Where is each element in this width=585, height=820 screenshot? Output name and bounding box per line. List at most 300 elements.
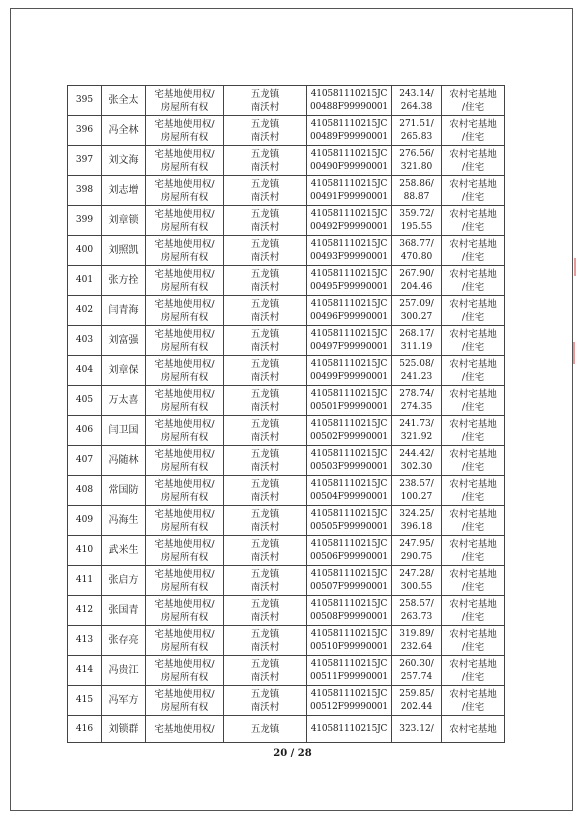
cell-loc-line: 南沃村 xyxy=(250,701,280,713)
cell-cert-line: 410581110215JC xyxy=(310,658,388,669)
cell-cert-line: 410581110215JC xyxy=(310,568,388,579)
cell-area-line: 268.17/ xyxy=(399,328,434,339)
cell-cert xyxy=(307,686,392,716)
scan-mark xyxy=(573,342,575,364)
cell-area-line: 204.46 xyxy=(400,281,433,292)
cell-no: 400 xyxy=(68,236,102,266)
cell-area xyxy=(392,536,442,566)
cell-use-line: 农村宅基地 xyxy=(449,478,497,490)
cell-cert-line: 410581110215JC xyxy=(310,448,388,459)
cell-name: 张方拴 xyxy=(102,266,146,296)
cell-name: 冯军方 xyxy=(102,686,146,716)
cell-right-line: 宅基地使用权/ xyxy=(154,723,215,735)
cell-loc xyxy=(224,326,307,356)
cell-name: 张全太 xyxy=(102,86,146,116)
cell-right-line: 房屋所有权 xyxy=(160,401,209,413)
cell-no: 408 xyxy=(68,476,102,506)
cell-right xyxy=(146,116,224,146)
cell-use-line: /住宅 xyxy=(461,521,485,533)
cell-use xyxy=(442,326,505,356)
cell-loc-line: 五龙镇 xyxy=(250,658,280,670)
cell-area-line: 243.14/ xyxy=(399,88,434,99)
cell-cert xyxy=(307,296,392,326)
records-table xyxy=(67,85,505,743)
cell-use-line: 农村宅基地 xyxy=(449,688,497,700)
cell-loc-line: 南沃村 xyxy=(250,311,280,323)
cell-area xyxy=(392,236,442,266)
cell-area-line: 244.42/ xyxy=(399,448,434,459)
cell-right-line: 宅基地使用权/ xyxy=(154,568,215,580)
cell-cert-line: 410581110215JC xyxy=(310,628,388,639)
cell-name: 张国青 xyxy=(102,596,146,626)
cell-area-line: 260.30/ xyxy=(399,658,434,669)
cell-cert-line: 00506F99990001 xyxy=(310,551,388,562)
cell-right-line: 房屋所有权 xyxy=(160,251,209,263)
cell-area-line: 525.08/ xyxy=(399,358,434,369)
cell-area xyxy=(392,266,442,296)
cell-right-line: 宅基地使用权/ xyxy=(154,298,215,310)
cell-loc xyxy=(224,476,307,506)
cell-cert-line: 00508F99990001 xyxy=(310,611,388,622)
cell-cert-line: 00491F99990001 xyxy=(310,191,388,202)
cell-right-line: 房屋所有权 xyxy=(160,611,209,623)
cell-use-line: /住宅 xyxy=(461,671,485,683)
cell-no: 412 xyxy=(68,596,102,626)
cell-loc xyxy=(224,386,307,416)
cell-loc-line: 南沃村 xyxy=(250,431,280,443)
table-row xyxy=(68,626,505,656)
cell-loc xyxy=(224,176,307,206)
cell-right-line: 房屋所有权 xyxy=(160,191,209,203)
cell-cert xyxy=(307,446,392,476)
cell-loc-line: 五龙镇 xyxy=(250,478,280,490)
table-row xyxy=(68,176,505,206)
cell-loc-line: 南沃村 xyxy=(250,281,280,293)
table-row xyxy=(68,296,505,326)
cell-loc xyxy=(224,626,307,656)
cell-no: 409 xyxy=(68,506,102,536)
cell-right xyxy=(146,326,224,356)
cell-use xyxy=(442,416,505,446)
cell-use-line: 农村宅基地 xyxy=(449,328,497,340)
cell-cert xyxy=(307,626,392,656)
cell-area-line: 470.80 xyxy=(400,251,433,262)
table-row xyxy=(68,566,505,596)
cell-loc-line: 五龙镇 xyxy=(250,118,280,130)
cell-right xyxy=(146,476,224,506)
table-row xyxy=(68,506,505,536)
cell-area-line: 88.87 xyxy=(403,191,430,202)
cell-no: 414 xyxy=(68,656,102,686)
cell-area-line: 311.19 xyxy=(400,341,433,352)
table-row xyxy=(68,536,505,566)
cell-cert xyxy=(307,506,392,536)
cell-right xyxy=(146,176,224,206)
cell-use-line: 农村宅基地 xyxy=(449,723,497,735)
cell-name: 刘章锁 xyxy=(102,206,146,236)
cell-cert xyxy=(307,86,392,116)
table-row xyxy=(68,236,505,266)
cell-no: 405 xyxy=(68,386,102,416)
cell-cert xyxy=(307,116,392,146)
cell-name: 冯随林 xyxy=(102,446,146,476)
cell-loc-line: 五龙镇 xyxy=(250,208,280,220)
cell-use-line: 农村宅基地 xyxy=(449,538,497,550)
cell-loc-line: 南沃村 xyxy=(250,251,280,263)
cell-right-line: 宅基地使用权/ xyxy=(154,448,215,460)
cell-cert-line: 00496F99990001 xyxy=(310,311,388,322)
cell-no: 399 xyxy=(68,206,102,236)
cell-area xyxy=(392,596,442,626)
cell-name: 冯全林 xyxy=(102,116,146,146)
cell-use-line: /住宅 xyxy=(461,491,485,503)
cell-name: 刘照凯 xyxy=(102,236,146,266)
cell-right-line: 宅基地使用权/ xyxy=(154,148,215,160)
cell-area-line: 195.55 xyxy=(400,221,433,232)
cell-use xyxy=(442,236,505,266)
cell-no: 396 xyxy=(68,116,102,146)
cell-loc xyxy=(224,446,307,476)
cell-area xyxy=(392,476,442,506)
cell-area-line: 278.74/ xyxy=(399,388,434,399)
cell-name: 刘章保 xyxy=(102,356,146,386)
cell-name: 武米生 xyxy=(102,536,146,566)
cell-use xyxy=(442,536,505,566)
cell-cert xyxy=(307,146,392,176)
cell-area-line: 264.38 xyxy=(400,101,433,112)
cell-loc xyxy=(224,356,307,386)
cell-use-line: 农村宅基地 xyxy=(449,388,497,400)
cell-loc-line: 南沃村 xyxy=(250,491,280,503)
cell-cert-line: 00488F99990001 xyxy=(310,101,388,112)
cell-loc-line: 南沃村 xyxy=(250,341,280,353)
cell-area-line: 259.85/ xyxy=(399,688,434,699)
cell-loc-line: 南沃村 xyxy=(250,371,280,383)
table-row xyxy=(68,446,505,476)
cell-loc-line: 南沃村 xyxy=(250,101,280,113)
cell-right xyxy=(146,206,224,236)
cell-use-line: /住宅 xyxy=(461,341,485,353)
cell-use-line: /住宅 xyxy=(461,581,485,593)
cell-use-line: 农村宅基地 xyxy=(449,358,497,370)
cell-right xyxy=(146,86,224,116)
cell-loc-line: 五龙镇 xyxy=(250,418,280,430)
cell-area-line: 323.12/ xyxy=(399,723,434,734)
cell-area-line: 257.74 xyxy=(400,671,433,682)
cell-right-line: 房屋所有权 xyxy=(160,221,209,233)
cell-loc xyxy=(224,566,307,596)
cell-area-line: 241.23 xyxy=(400,371,433,382)
cell-right-line: 宅基地使用权/ xyxy=(154,598,215,610)
cell-right-line: 房屋所有权 xyxy=(160,161,209,173)
cell-cert-line: 00502F99990001 xyxy=(310,431,388,442)
cell-area-line: 368.77/ xyxy=(399,238,434,249)
cell-use-line: /住宅 xyxy=(461,641,485,653)
cell-use-line: 农村宅基地 xyxy=(449,298,497,310)
table-row xyxy=(68,326,505,356)
cell-use-line: 农村宅基地 xyxy=(449,598,497,610)
cell-no: 410 xyxy=(68,536,102,566)
cell-use-line: /住宅 xyxy=(461,131,485,143)
cell-loc-line: 五龙镇 xyxy=(250,538,280,550)
cell-loc-line: 南沃村 xyxy=(250,611,280,623)
cell-cert-line: 00510F99990001 xyxy=(310,641,388,652)
cell-right-line: 宅基地使用权/ xyxy=(154,358,215,370)
cell-area-line: 271.51/ xyxy=(399,118,434,129)
cell-area xyxy=(392,656,442,686)
cell-cert xyxy=(307,176,392,206)
cell-loc-line: 五龙镇 xyxy=(250,598,280,610)
table-row xyxy=(68,476,505,506)
cell-no: 411 xyxy=(68,566,102,596)
cell-loc-line: 五龙镇 xyxy=(250,388,280,400)
cell-use-line: 农村宅基地 xyxy=(449,208,497,220)
cell-right-line: 房屋所有权 xyxy=(160,101,209,113)
cell-right-line: 宅基地使用权/ xyxy=(154,508,215,520)
cell-area-line: 238.57/ xyxy=(399,478,434,489)
cell-right-line: 宅基地使用权/ xyxy=(154,628,215,640)
table-row xyxy=(68,386,505,416)
cell-loc xyxy=(224,716,307,743)
cell-use xyxy=(442,356,505,386)
cell-use-line: 农村宅基地 xyxy=(449,178,497,190)
cell-area xyxy=(392,386,442,416)
cell-cert xyxy=(307,536,392,566)
cell-cert xyxy=(307,476,392,506)
table-row xyxy=(68,266,505,296)
cell-area-line: 319.89/ xyxy=(399,628,434,639)
cell-area-line: 247.28/ xyxy=(399,568,434,579)
cell-right-line: 宅基地使用权/ xyxy=(154,268,215,280)
table-row xyxy=(68,116,505,146)
cell-cert xyxy=(307,596,392,626)
cell-use-line: /住宅 xyxy=(461,161,485,173)
cell-area-line: 300.27 xyxy=(400,311,433,322)
table-row xyxy=(68,686,505,716)
cell-right-line: 房屋所有权 xyxy=(160,281,209,293)
cell-loc xyxy=(224,296,307,326)
cell-right-line: 宅基地使用权/ xyxy=(154,688,215,700)
cell-right-line: 房屋所有权 xyxy=(160,131,209,143)
cell-use xyxy=(442,446,505,476)
cell-no: 404 xyxy=(68,356,102,386)
cell-cert xyxy=(307,716,392,743)
cell-use xyxy=(442,86,505,116)
cell-right-line: 房屋所有权 xyxy=(160,701,209,713)
cell-right-line: 房屋所有权 xyxy=(160,431,209,443)
cell-loc-line: 五龙镇 xyxy=(250,298,280,310)
cell-cert-line: 00505F99990001 xyxy=(310,521,388,532)
cell-cert-line: 00497F99990001 xyxy=(310,341,388,352)
cell-name: 刘富强 xyxy=(102,326,146,356)
cell-loc-line: 五龙镇 xyxy=(250,508,280,520)
cell-area xyxy=(392,716,442,743)
cell-area-line: 263.73 xyxy=(400,611,433,622)
cell-loc xyxy=(224,266,307,296)
cell-cert xyxy=(307,266,392,296)
cell-no: 407 xyxy=(68,446,102,476)
cell-cert-line: 00492F99990001 xyxy=(310,221,388,232)
cell-right xyxy=(146,446,224,476)
cell-cert-line: 410581110215JC xyxy=(310,388,388,399)
cell-area-line: 359.72/ xyxy=(399,208,434,219)
cell-area xyxy=(392,566,442,596)
page-number: 20 / 28 xyxy=(273,748,312,759)
cell-right xyxy=(146,626,224,656)
cell-cert xyxy=(307,236,392,266)
cell-right-line: 房屋所有权 xyxy=(160,371,209,383)
cell-area-line: 258.57/ xyxy=(399,598,434,609)
cell-area xyxy=(392,146,442,176)
cell-no: 398 xyxy=(68,176,102,206)
cell-loc-line: 南沃村 xyxy=(250,641,280,653)
cell-right-line: 宅基地使用权/ xyxy=(154,208,215,220)
cell-area xyxy=(392,86,442,116)
cell-loc xyxy=(224,146,307,176)
cell-cert-line: 410581110215JC xyxy=(310,298,388,309)
cell-loc xyxy=(224,596,307,626)
cell-cert xyxy=(307,326,392,356)
cell-right-line: 房屋所有权 xyxy=(160,491,209,503)
cell-cert-line: 00493F99990001 xyxy=(310,251,388,262)
cell-right-line: 宅基地使用权/ xyxy=(154,88,215,100)
cell-right-line: 宅基地使用权/ xyxy=(154,658,215,670)
cell-right-line: 房屋所有权 xyxy=(160,341,209,353)
cell-name: 闫卫国 xyxy=(102,416,146,446)
cell-right-line: 房屋所有权 xyxy=(160,461,209,473)
cell-use-line: 农村宅基地 xyxy=(449,658,497,670)
cell-loc xyxy=(224,686,307,716)
cell-loc-line: 五龙镇 xyxy=(250,723,280,735)
cell-right xyxy=(146,686,224,716)
cell-area-line: 290.75 xyxy=(400,551,433,562)
cell-name: 刘文海 xyxy=(102,146,146,176)
cell-area xyxy=(392,506,442,536)
cell-use-line: 农村宅基地 xyxy=(449,568,497,580)
cell-right xyxy=(146,266,224,296)
cell-use-line: /住宅 xyxy=(461,281,485,293)
cell-use-line: /住宅 xyxy=(461,611,485,623)
cell-area xyxy=(392,416,442,446)
cell-loc xyxy=(224,536,307,566)
cell-area-line: 232.64 xyxy=(400,641,433,652)
cell-area xyxy=(392,626,442,656)
cell-cert-line: 410581110215JC xyxy=(310,88,388,99)
cell-loc-line: 南沃村 xyxy=(250,191,280,203)
cell-area-line: 265.83 xyxy=(400,131,433,142)
cell-loc-line: 五龙镇 xyxy=(250,628,280,640)
cell-loc-line: 南沃村 xyxy=(250,131,280,143)
cell-right-line: 房屋所有权 xyxy=(160,671,209,683)
cell-name: 张存亮 xyxy=(102,626,146,656)
cell-right xyxy=(146,386,224,416)
cell-use xyxy=(442,206,505,236)
cell-right-line: 房屋所有权 xyxy=(160,581,209,593)
cell-loc xyxy=(224,416,307,446)
cell-use-line: /住宅 xyxy=(461,461,485,473)
cell-cert-line: 410581110215JC xyxy=(310,118,388,129)
cell-loc-line: 五龙镇 xyxy=(250,568,280,580)
cell-loc-line: 南沃村 xyxy=(250,521,280,533)
cell-cert-line: 00495F99990001 xyxy=(310,281,388,292)
cell-right-line: 宅基地使用权/ xyxy=(154,388,215,400)
cell-use-line: 农村宅基地 xyxy=(449,448,497,460)
cell-use xyxy=(442,146,505,176)
cell-right-line: 宅基地使用权/ xyxy=(154,418,215,430)
cell-right-line: 宅基地使用权/ xyxy=(154,478,215,490)
cell-use-line: /住宅 xyxy=(461,401,485,413)
cell-area xyxy=(392,206,442,236)
cell-loc-line: 南沃村 xyxy=(250,461,280,473)
cell-use xyxy=(442,266,505,296)
cell-cert xyxy=(307,566,392,596)
cell-area-line: 202.44 xyxy=(400,701,433,712)
cell-area-line: 324.25/ xyxy=(399,508,434,519)
cell-right-line: 宅基地使用权/ xyxy=(154,328,215,340)
scan-mark xyxy=(574,258,576,276)
cell-name: 刘志增 xyxy=(102,176,146,206)
cell-cert-line: 410581110215JC xyxy=(310,328,388,339)
cell-loc xyxy=(224,116,307,146)
cell-right xyxy=(146,566,224,596)
cell-right xyxy=(146,356,224,386)
cell-cert-line: 410581110215JC xyxy=(310,478,388,489)
cell-area-line: 396.18 xyxy=(400,521,433,532)
cell-cert-line: 00504F99990001 xyxy=(310,491,388,502)
cell-cert-line: 410581110215JC xyxy=(310,148,388,159)
table-body xyxy=(68,86,505,743)
cell-right xyxy=(146,236,224,266)
cell-area-line: 267.90/ xyxy=(399,268,434,279)
cell-area-line: 321.80 xyxy=(400,161,433,172)
cell-area xyxy=(392,446,442,476)
cell-right-line: 房屋所有权 xyxy=(160,641,209,653)
cell-right xyxy=(146,506,224,536)
cell-cert xyxy=(307,206,392,236)
cell-cert-line: 410581110215JC xyxy=(310,723,388,734)
cell-area-line: 274.35 xyxy=(400,401,433,412)
cell-area xyxy=(392,356,442,386)
cell-area xyxy=(392,326,442,356)
table-row xyxy=(68,86,505,116)
cell-no: 406 xyxy=(68,416,102,446)
cell-use xyxy=(442,296,505,326)
cell-right xyxy=(146,656,224,686)
cell-no: 415 xyxy=(68,686,102,716)
cell-cert-line: 00512F99990001 xyxy=(310,701,388,712)
cell-loc-line: 五龙镇 xyxy=(250,328,280,340)
cell-use-line: /住宅 xyxy=(461,701,485,713)
cell-area-line: 321.92 xyxy=(400,431,433,442)
cell-cert xyxy=(307,386,392,416)
table-row xyxy=(68,656,505,686)
cell-area-line: 258.86/ xyxy=(399,178,434,189)
cell-right-line: 宅基地使用权/ xyxy=(154,178,215,190)
cell-name: 冯海生 xyxy=(102,506,146,536)
cell-right xyxy=(146,716,224,743)
cell-use-line: 农村宅基地 xyxy=(449,88,497,100)
cell-no: 395 xyxy=(68,86,102,116)
cell-area-line: 302.30 xyxy=(400,461,433,472)
cell-loc-line: 五龙镇 xyxy=(250,688,280,700)
cell-cert-line: 410581110215JC xyxy=(310,418,388,429)
cell-loc xyxy=(224,656,307,686)
cell-right-line: 房屋所有权 xyxy=(160,311,209,323)
cell-use xyxy=(442,176,505,206)
cell-area xyxy=(392,116,442,146)
cell-loc-line: 南沃村 xyxy=(250,401,280,413)
cell-cert-line: 00490F99990001 xyxy=(310,161,388,172)
